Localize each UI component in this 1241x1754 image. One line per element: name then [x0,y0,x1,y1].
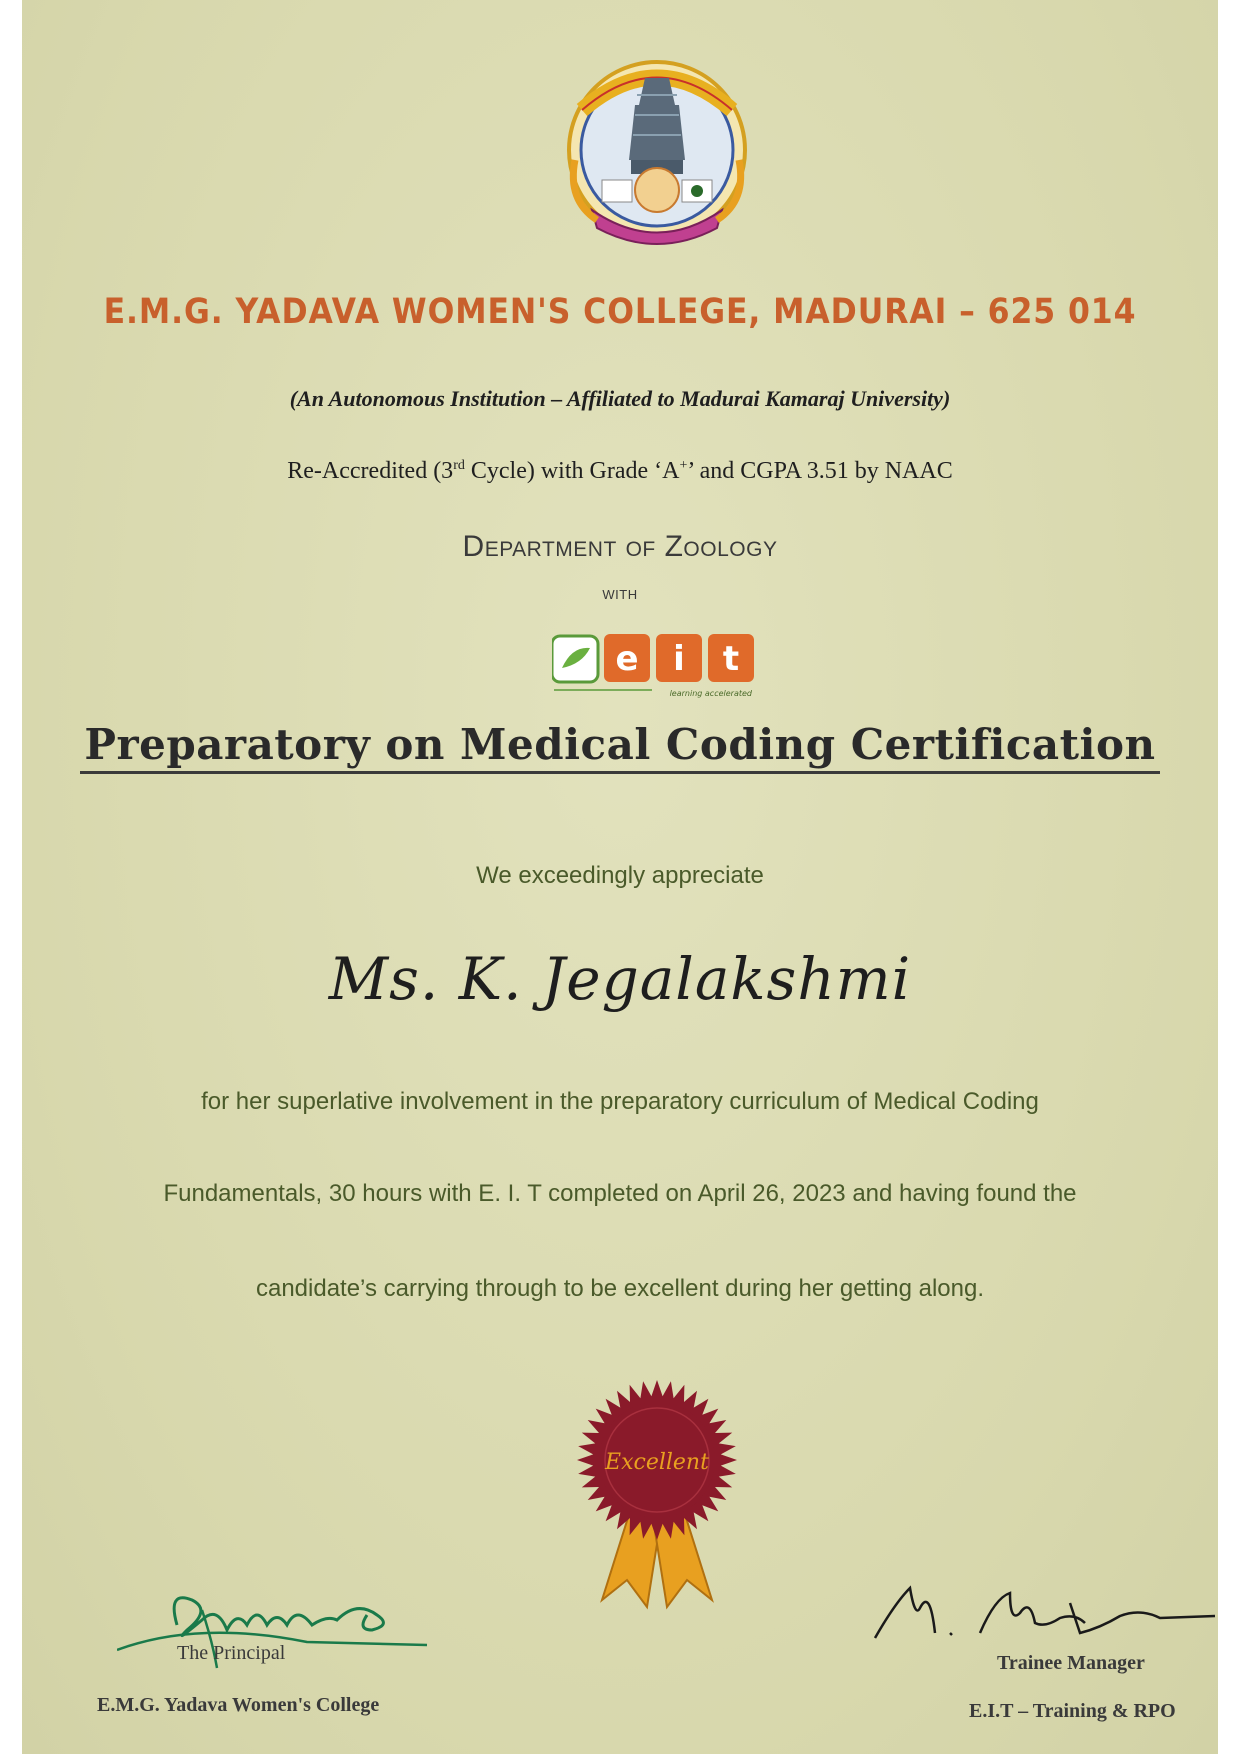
certificate-paper [22,0,1218,1754]
department-name: Department of Zoology [462,530,778,563]
body-line-1: for her superlative involvement in the preparatory curriculum of Medical Coding [201,1088,1039,1115]
eit-letter-e: e [615,639,639,679]
college-affiliation: (An Autonomous Institution – Affiliated to Madurai Kamaraj University) [289,386,951,411]
trainee-manager-title: Trainee Manager [997,1652,1145,1674]
seal-text: Excellent [605,1450,709,1475]
trainee-manager-signature [870,1578,1220,1658]
certificate-title-text: Preparatory on Medical Coding Certification [80,720,1159,774]
accreditation-grade-plus: + [679,458,688,473]
eit-letter-t: t [722,639,740,679]
principal-title: The Principal [177,1642,286,1664]
college-name: E.M.G. YADAVA WOMEN'S COLLEGE, MADURAI – 625 014 [103,292,1137,332]
accreditation-mid: Cycle) with Grade ‘A [464,458,680,484]
trainee-manager-organization: E.I.T – Training & RPO [969,1700,1176,1722]
with-label: with [602,583,638,604]
recipient-name: Ms. K. Jegalakshmi [328,945,912,1013]
eit-logo-icon [552,628,762,702]
principal-organization: E.M.G. Yadava Women's College [97,1694,380,1716]
accreditation-suffix: ’ and CGPA 3.51 by NAAC [687,458,953,484]
accreditation-prefix: Re-Accredited (3 [287,458,454,484]
principal-signature [117,1570,457,1670]
eit-letter-i: i [673,639,685,679]
certificate-title [22,720,1218,769]
accreditation-line [22,458,1218,485]
accreditation-ordinal: rd [453,458,465,473]
appreciation-text: We exceedingly appreciate [476,862,764,889]
excellent-seal-icon [572,1375,742,1615]
college-emblem-icon [557,50,757,256]
body-line-3: candidate’s carrying through to be excellent during her getting along. [255,1275,985,1302]
eit-tagline: learning accelerated [669,689,752,698]
body-line-2: Fundamentals, 30 hours with E. I. T completed on April 26, 2023 and having found the [163,1180,1077,1207]
